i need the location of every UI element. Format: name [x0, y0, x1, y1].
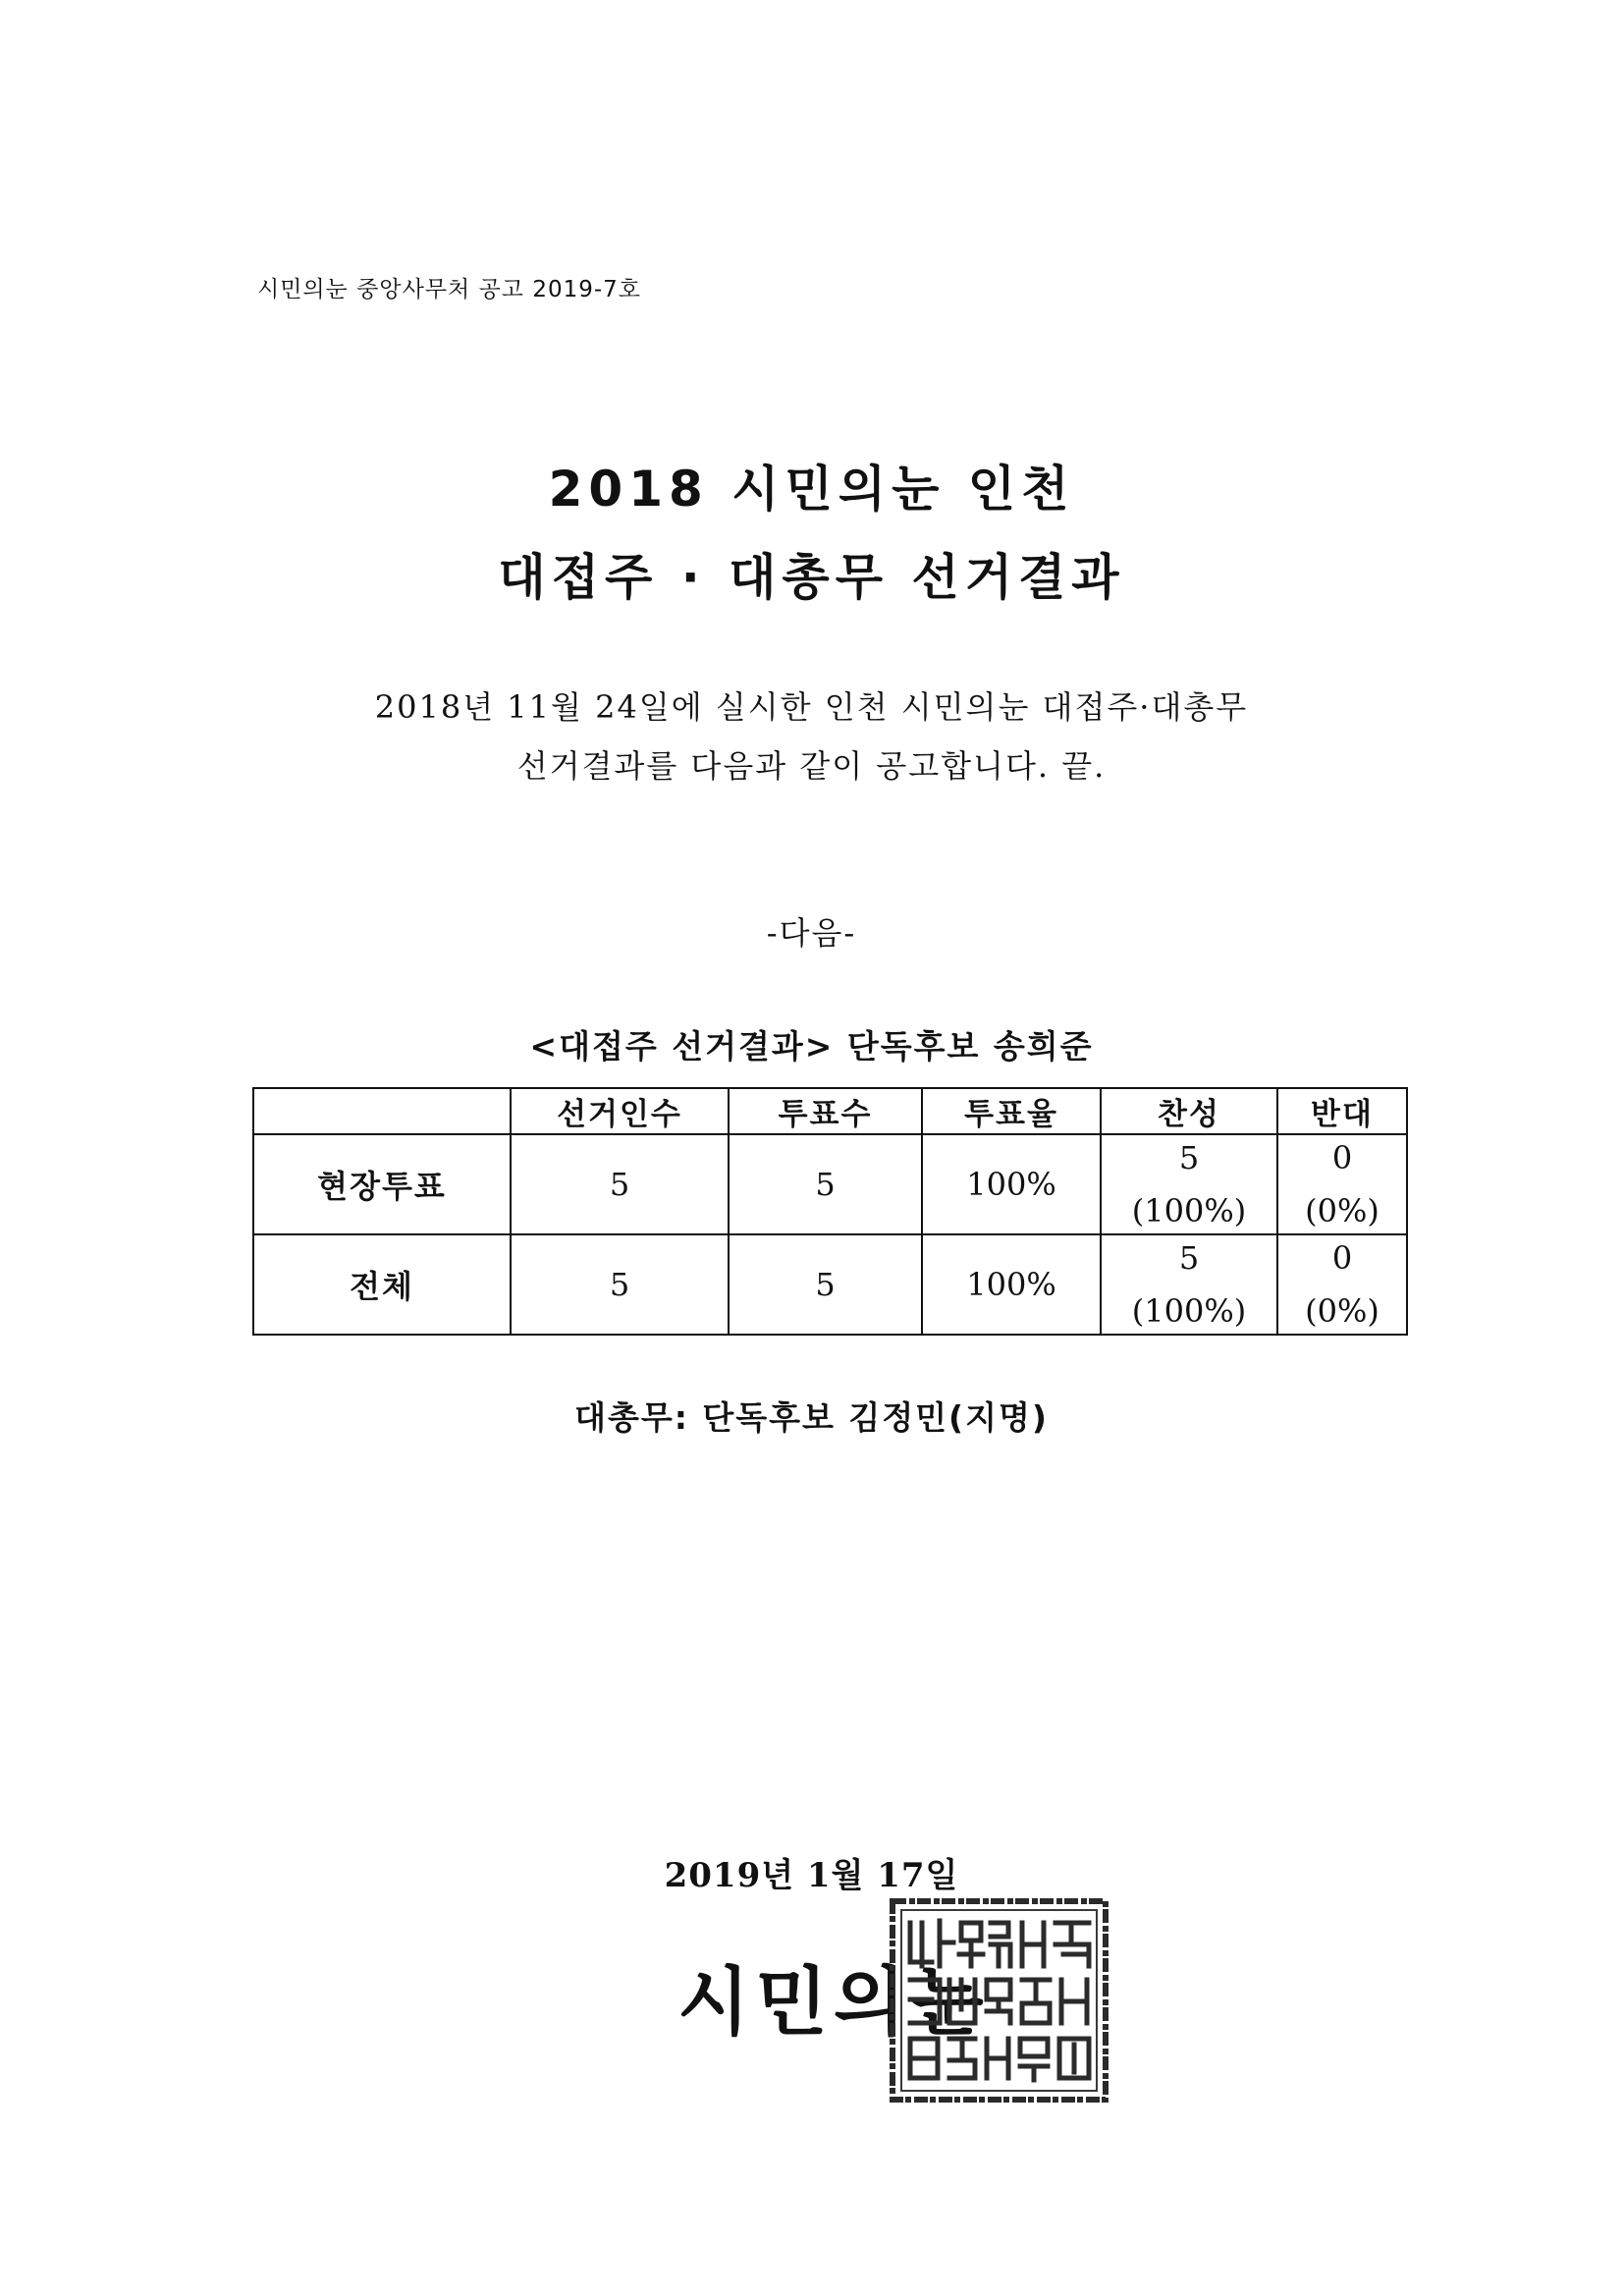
- next-label: -다음-: [766, 914, 857, 952]
- document-title-line1: 2018 시민의눈 인천: [548, 461, 1075, 518]
- table-row: [253, 1134, 1407, 1234]
- intro-text-line2: 선거결과를 다음과 같이 공고합니다. 끝.: [516, 747, 1107, 785]
- row-label: 현장투표: [253, 1134, 511, 1234]
- electors-cell: 5: [511, 1134, 729, 1234]
- votes-cell: 5: [729, 1134, 922, 1234]
- table-header-electors: 선거인수: [511, 1088, 729, 1134]
- no-count: 0: [1331, 1139, 1353, 1176]
- section-heading-daejeopju: <대접주 선거결과> 단독후보 송희준: [529, 1027, 1094, 1066]
- notice-number: 시민의눈 중앙사무처 공고 2019-7호: [257, 277, 642, 302]
- yes-cell: [1101, 1234, 1277, 1335]
- yes-percent: (100%): [1131, 1192, 1247, 1230]
- table-header-row: [253, 1088, 1407, 1134]
- table-row: [253, 1234, 1407, 1335]
- yes-count: 5: [1178, 1239, 1200, 1277]
- votes-cell: 5: [729, 1234, 922, 1335]
- yes-percent: (100%): [1131, 1292, 1247, 1330]
- turnout-cell: 100%: [922, 1234, 1101, 1335]
- election-results-table: [252, 1087, 1408, 1336]
- table-header-no: 반대: [1277, 1088, 1407, 1134]
- document-title-line2: 대접주 · 대총무 선거결과: [498, 549, 1125, 606]
- table-header-turnout: 투표율: [922, 1088, 1101, 1134]
- intro-text-line1: 2018년 11월 24일에 실시한 인천 시민의눈 대접주·대총무: [374, 688, 1249, 726]
- table-header-empty: [253, 1088, 511, 1134]
- yes-count: 5: [1178, 1139, 1200, 1176]
- no-count: 0: [1331, 1239, 1353, 1277]
- yes-cell: [1101, 1134, 1277, 1234]
- organization-name: 시민의눈: [677, 1958, 990, 2046]
- no-percent: (0%): [1305, 1292, 1380, 1330]
- official-seal-stamp: [889, 1897, 1109, 2104]
- table-header-votes: 투표수: [729, 1088, 922, 1134]
- section-heading-daechongmu: 대총무: 단독후보 김정민(지명): [574, 1398, 1049, 1437]
- electors-cell: 5: [511, 1234, 729, 1335]
- issue-date: 2019년 1월 17일: [664, 1856, 959, 1895]
- no-percent: (0%): [1305, 1192, 1380, 1230]
- turnout-cell: 100%: [922, 1134, 1101, 1234]
- no-cell: [1277, 1134, 1407, 1234]
- table-header-yes: 찬성: [1101, 1088, 1277, 1134]
- row-label: 전체: [253, 1234, 511, 1335]
- no-cell: [1277, 1234, 1407, 1335]
